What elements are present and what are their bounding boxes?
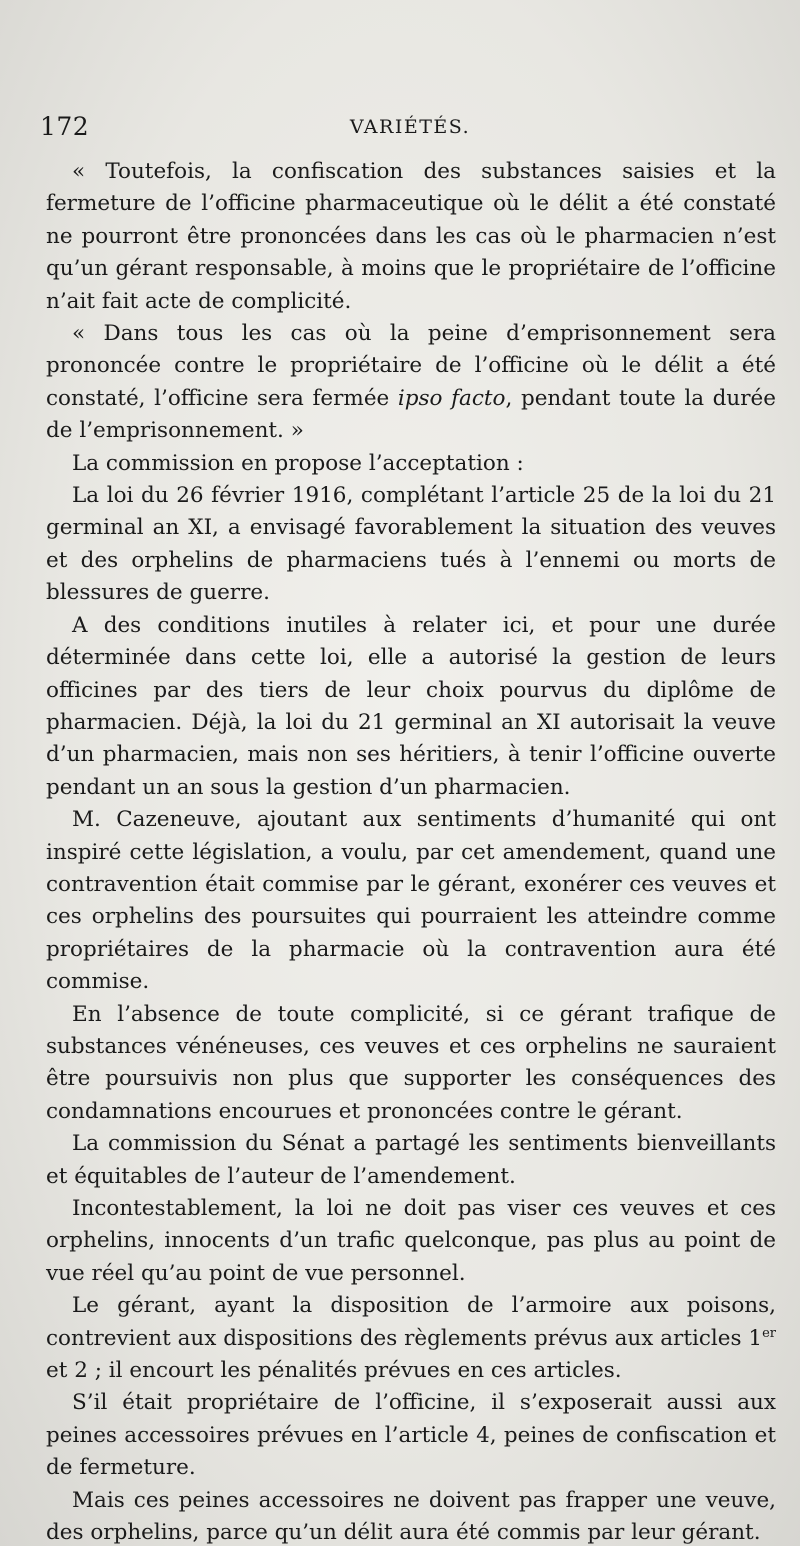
paragraph-12: Mais ces peines accessoires ne doivent pas frapper une veuve, des orphelins, parce qu’un délit aura été commis par leur gérant. [46,1487,776,1546]
paragraph-10 [46,1290,776,1387]
page-number: 172 [40,112,90,141]
paragraph-9: Incontestablement, la loi ne doit pas viser ces veuves et ces orphelins, innocents d’un trafic quelconque, pas plus au point de vue réel qu’au point de vue personnel. [46,1196,776,1286]
page-header [40,112,780,148]
paragraph-4: La loi du 26 février 1916, complétant l’article 25 de la loi du 21 germinal an XI, a envisagé favorablement la situation des veuves et des orphelins de pharmaciens tués à l’ennemi ou morts de blessures de guerre. [46,483,776,606]
paragraph-8: La commission du Sénat a partagé les sentiments bienveillants et équitables de l’auteur de l’amendement. [46,1131,776,1189]
paragraph-10-text: Le gérant, ayant la disposition de l’armoire aux poisons, contrevient aux dispositions des règlements prévus aux articles 1 [46,1293,776,1351]
paragraph-5: A des conditions inutiles à relater ici, et pour une durée déterminée dans cette loi, elle a autorisé la gestion de leurs officines par des tiers de leur choix pourvus du diplôme de pharmacien. Déjà, la loi du 21 germinal an XI autorisait la veuve d’un pharmacien, mais non ses héritiers, à tenir l’officine ouverte pendant un an sous la gestion d’un pharmacien. [46,612,776,800]
paragraph-11: S’il était propriétaire de l’officine, il s’exposerait aussi aux peines accessoires prévues en l’article 4, peines de confiscation et de fermeture. [46,1390,776,1481]
paragraph-1: « Toutefois, la confiscation des substances saisies et la fermeture de l’officine pharmaceutique où le délit a été constaté ne pourront être prononcées dans les cas où le pharmacien n’est qu’un gérant responsable, à moins que le propriétaire de l’officine n’ait fait acte de complicité. [46,159,776,314]
paragraph-2-tail: , pendant toute la durée de l’emprisonnement. » [46,385,776,444]
italic-phrase: ipso facto [397,385,506,411]
paragraph-3: La commission en propose l’acceptation : [72,450,524,476]
superscript: er [762,1325,776,1341]
paragraph-2 [46,318,776,448]
paragraph-6: M. Cazeneuve, ajoutant aux sentiments d’humanité qui ont inspiré cette législation, a voulu, par cet amendement, quand une contravention était commise par le gérant, exonérer ces veuves et ces orphelins des poursuites qui pourraient les atteindre comme propriétaires de la pharmacie où la contravention aura été commise. [46,807,776,995]
body-text [46,156,776,1546]
paragraph-10-tail: et 2 ; il encourt les pénalités prévues en ces articles. [46,1358,622,1384]
running-head: VARIÉTÉS. [349,116,471,138]
paragraph-7: En l’absence de toute complicité, si ce gérant trafique de substances vénéneuses, ces veuves et ces orphelins ne sauraient être poursuivis non plus que supporter les conséquences des condamnations encourues et prononcées contre le gérant. [46,1001,776,1124]
paragraph-2-text: « Dans tous les cas où la peine d’emprisonnement sera prononcée contre le propriétaire de l’officine où le délit a été constaté, l’officine sera fermée [46,321,776,411]
